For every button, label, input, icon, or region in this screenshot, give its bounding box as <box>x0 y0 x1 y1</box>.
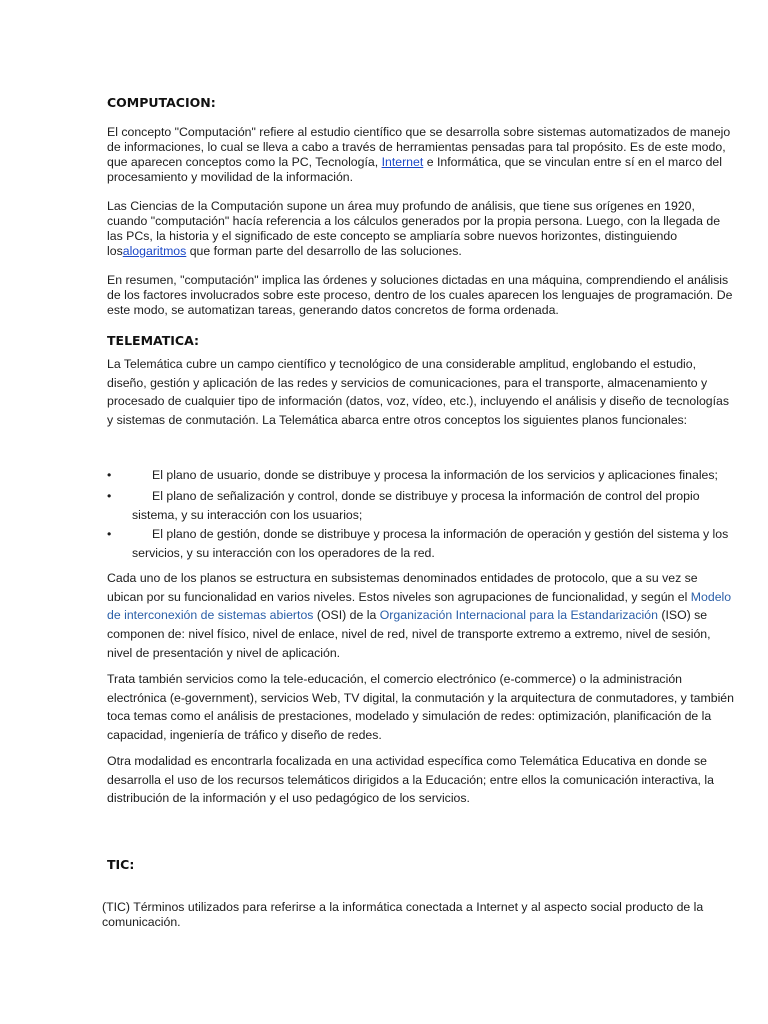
text-span: (OSI) de la <box>313 608 380 623</box>
bullet-item-plano-gestion <box>107 525 742 562</box>
heading-tic: TIC: <box>107 857 135 872</box>
heading-telematica: TELEMATICA: <box>107 333 199 348</box>
paragraph-telematica-intro: La Telemática cubre un campo científico y tecnológico de una considerable amplitud, englobando el estudio, diseño, gestión y aplicación de las redes y servicios de comunicaciones, para el transporte, almacenamiento y procesado de cualquier tipo de información (datos, voz, vídeo, etc.), incluyendo el análisis y diseño de tecnologías y sistemas de conmutación. La Telemática abarca entre otros conceptos los siguientes planos funcionales: <box>107 357 730 428</box>
text-span: El concepto "Computación" refiere al estudio científico que se desarrolla sobre sistemas automatizados de manejo de informaciones, lo cual se lleva a cabo a través de herramientas pensadas para tal propósito. Es de este modo, que aparecen conceptos como la PC, Tecnología, <box>107 125 731 169</box>
bullet-text: El plano de usuario, donde se distribuye y procesa la información de los servicios y aplicaciones finales; <box>152 468 718 482</box>
text-span: Cada uno de los planos se estructura en subsistemas denominados entidades de protocolo, que a su vez se ubican por su funcionalidad en varios niveles. Estos niveles son agrupaciones de funcionalidad, y según el <box>107 571 698 604</box>
bullet-icon: • <box>107 468 112 482</box>
bullet-icon: • <box>107 527 112 541</box>
text-span: que forman parte del desarrollo de las soluciones. <box>186 244 462 258</box>
text-span: Las Ciencias de la Computación supone un área muy profundo de análisis, que tiene sus orígenes en 1920, cuando "computación" hacía referencia a los cálculos generados por la propia persona. Luego, con la llegada de las PCs, la historia y el significado de este concepto se ampliaría sobre nuevos horizontes, distinguiendo los <box>107 199 721 258</box>
link-alogaritmos[interactable]: alogaritmos <box>122 244 187 258</box>
text-span: (ISO) se componen de: nivel físico, nivel de enlace, nivel de red, nivel de transporte extremo a extremo, nivel de sesión, nivel de presentación y nivel de aplicación. <box>107 608 711 660</box>
paragraph-resumen-computacion: En resumen, "computación" implica las órdenes y soluciones dictadas en una máquina, comprendiendo el análisis de los factores involucrados sobre este proceso, dentro de los cuales aparecen los lenguajes de programación. De este modo, se automatizan tareas, generando datos concretos de forma ordenada. <box>107 273 733 317</box>
bullet-text: El plano de gestión, donde se distribuye y procesa la información de operación y gestión del sistema y los servicios, y su interacción con los operadores de la red. <box>132 527 729 560</box>
paragraph-servicios: Trata también servicios como la tele-educación, el comercio electrónico (e-commerce) o la administración electrónica (e-government), servicios Web, TV digital, la conmutación y la arquitectura de conmutadores, y también toca temas como el análisis de prestaciones, modelado y simulación de redes: optimización, planificación de la capacidad, ingeniería de tráfico y diseño de redes. <box>107 672 734 743</box>
paragraph-tic: (TIC) Términos utilizados para referirse a la informática conectada a Internet y al aspecto social producto de la comunicación. <box>102 900 704 930</box>
paragraph-planos-osi <box>107 569 735 663</box>
bullet-item-plano-senalizacion <box>107 487 742 524</box>
link-organizacion-iso[interactable]: Organización Internacional para la Estandarización <box>379 608 658 623</box>
link-modelo-osi[interactable]: Modelo de interconexión de sistemas abiertos <box>107 589 732 623</box>
bullet-item-plano-usuario <box>107 466 742 485</box>
paragraph-computacion-concepto <box>107 125 735 185</box>
paragraph-telematica-educativa: Otra modalidad es encontrarla focalizada en una actividad específica como Telemática Educativa en donde se desarrolla el uso de los recursos telemáticos dirigidos a la Educación; entre ellos la comunicación interactiva, la distribución de la información y el uso pedagógico de los servicios. <box>107 754 714 806</box>
link-internet[interactable]: Internet <box>381 155 424 169</box>
paragraph-ciencias-computacion <box>107 199 735 259</box>
bullet-icon: • <box>107 489 112 503</box>
text-span: e Informática, que se vinculan entre sí en el marco del procesamiento y movilidad de la información. <box>107 155 722 184</box>
bullet-text: El plano de señalización y control, donde se distribuye y procesa la información de control del propio sistema, y su interacción con los usuarios; <box>132 489 700 522</box>
heading-computacion: COMPUTACION: <box>107 95 216 110</box>
